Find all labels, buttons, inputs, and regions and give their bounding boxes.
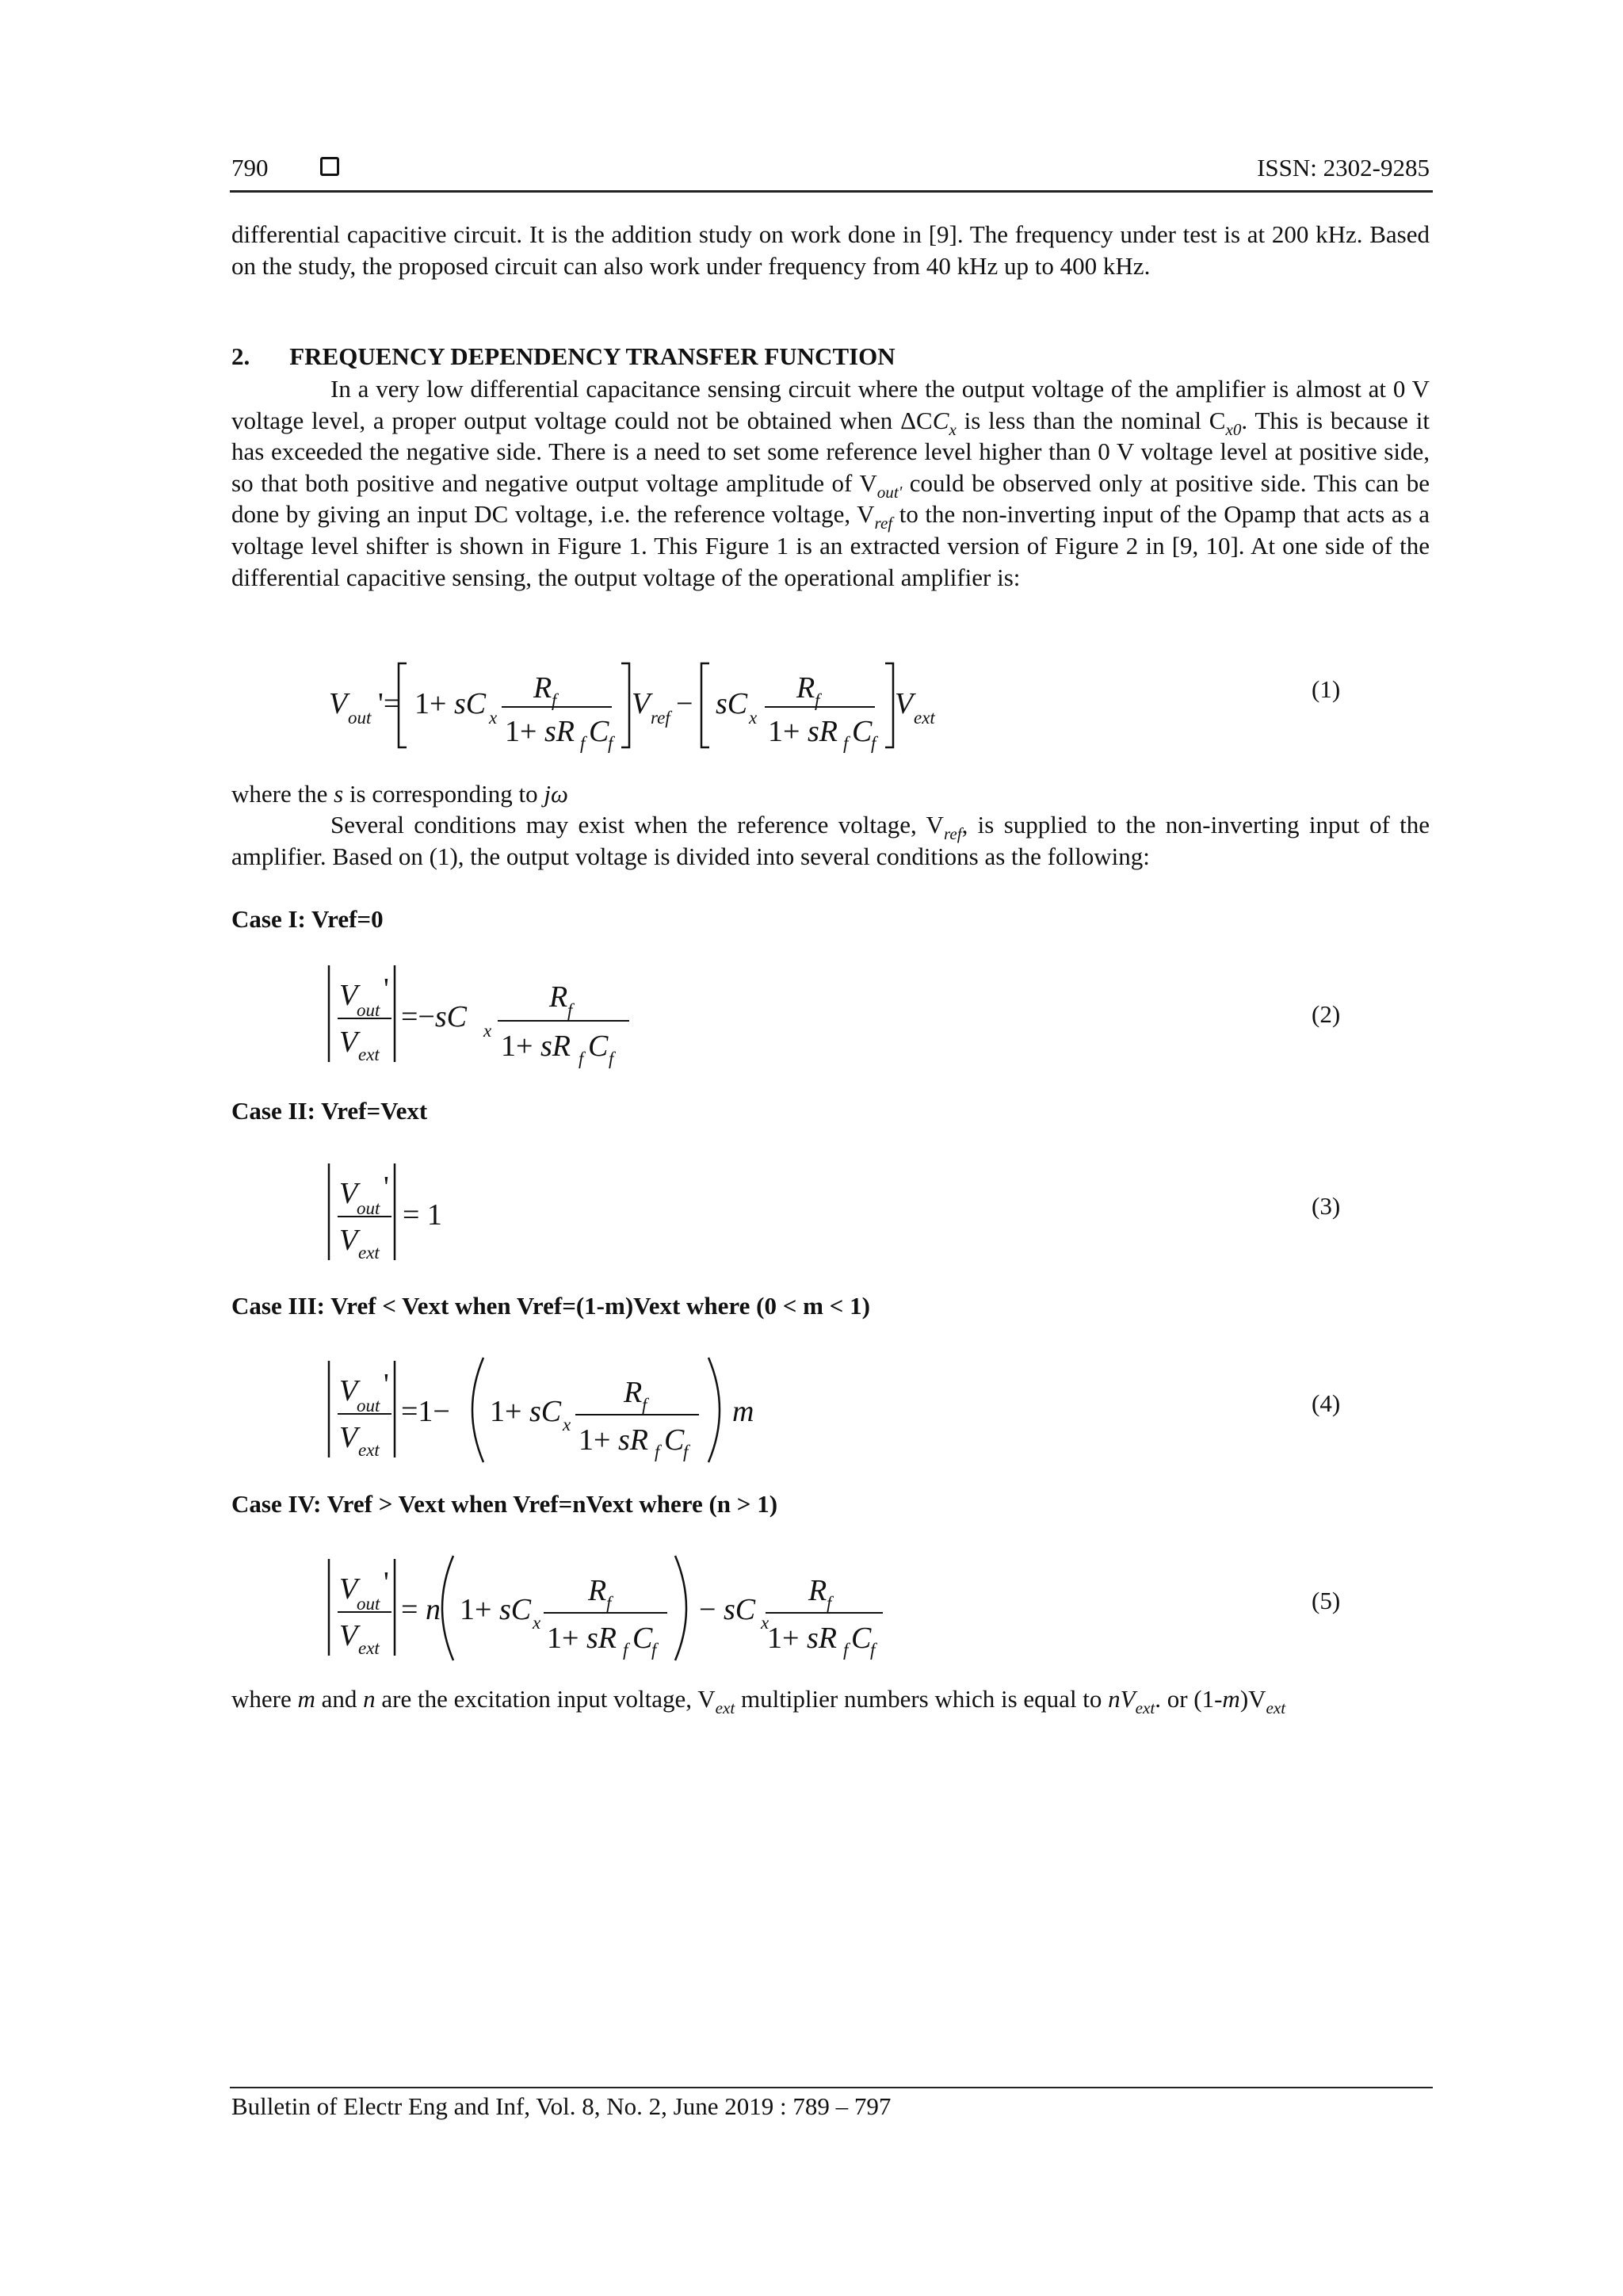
svg-text:C: C [588,1030,609,1063]
svg-text:1+ sR: 1+ sR [501,1030,571,1063]
case-3-heading: Case III: Vref < Vext when Vref=(1-m)Vext where (0 < m < 1) [231,1292,870,1320]
svg-text:f: f [870,1640,876,1660]
checkbox-square-icon [320,157,339,178]
svg-text:f: f [827,1593,832,1613]
header-rule [230,190,1433,193]
intro-paragraph: differential capacitive circuit. It is the addition study on work done in [9]. The frequency under test is at 200 kHz. Based on the study, the proposed circuit can also work under frequency from 40 kHz up to 400 kHz. [231,220,1430,280]
svg-text:C: C [851,1622,872,1655]
svg-text:V: V [339,1619,358,1652]
svg-text:x: x [483,1021,492,1041]
svg-text:C: C [664,1423,685,1457]
svg-text:m: m [732,1395,754,1428]
svg-text:1+ sC: 1+ sC [414,687,487,720]
svg-text:R: R [588,1574,607,1607]
svg-text:= 1: = 1 [403,1198,442,1232]
svg-text:V: V [339,1177,358,1210]
svg-text:f: f [606,1593,612,1613]
svg-text:x: x [533,1613,541,1633]
closing-paragraph: where m and n are the excitation input voltage, $V_{ext}$ multiplier numbers which is equal to $nV_{ext}$. or $(1-m)V_{ext}$ [231,1685,1286,1717]
svg-text:V: V [339,979,358,1012]
svg-text:f: f [609,1049,614,1068]
svg-text:x: x [563,1415,571,1435]
svg-text:f: f [623,1640,628,1660]
svg-text:=−sC: =−sC [401,1000,468,1033]
equation-5 [325,1549,896,1668]
svg-text:−: − [676,687,693,720]
equation-number-1: (1) [1312,675,1341,703]
svg-text:ext: ext [358,1243,380,1263]
case-4-heading: Case IV: Vref > Vext when Vref=nVext where (n > 1) [231,1490,778,1518]
svg-text:f: f [580,733,586,753]
svg-text:1+ sC: 1+ sC [460,1593,532,1626]
equation-number-2: (2) [1312,1000,1341,1028]
svg-text:f: f [683,1442,689,1461]
svg-text:R: R [808,1574,827,1607]
case-1-heading: Case I: Vref=0 [231,905,384,933]
case-2-heading: Case II: Vref=Vext [231,1097,428,1125]
footer-rule [230,2087,1433,2088]
svg-text:R: R [549,980,568,1014]
section-number: 2. [231,342,250,370]
svg-text:V: V [339,1026,358,1059]
svg-text:ref: ref [651,708,670,728]
svg-text:V: V [339,1572,358,1606]
svg-text:f: f [655,1442,660,1461]
svg-text:R: R [796,671,815,705]
svg-text:f: f [843,733,849,753]
svg-text:ext: ext [358,1045,380,1064]
equation-4 [325,1351,769,1470]
svg-text:out: out [357,1396,380,1415]
svg-text:V: V [339,1421,358,1454]
svg-text:1+ sC: 1+ sC [490,1395,562,1428]
svg-text:=1−: =1− [401,1395,450,1428]
svg-text:= n: = n [401,1593,441,1626]
svg-text:': ' [384,1368,389,1401]
svg-text:f: f [871,733,876,753]
svg-text:out: out [348,708,372,728]
svg-text:sC: sC [716,687,748,720]
svg-text:− sC: − sC [699,1593,756,1626]
equation-number-4: (4) [1312,1389,1341,1417]
svg-text:f: f [815,690,820,710]
svg-text:out: out [357,1594,380,1614]
svg-text:f: f [843,1640,849,1660]
section-heading [231,342,896,371]
equation-number-3: (3) [1312,1192,1341,1220]
svg-text:x: x [761,1613,769,1633]
svg-text:ext: ext [358,1440,380,1460]
svg-text:1+ sR: 1+ sR [768,715,838,748]
footer-citation: Bulletin of Electr Eng and Inf, Vol. 8, No. 2, June 2019 : 789 – 797 [231,2092,892,2120]
svg-text:f: f [552,690,557,710]
svg-text:1+ sR: 1+ sR [505,715,575,748]
equation-2 [325,959,658,1070]
section-title: FREQUENCY DEPENDENCY TRANSFER FUNCTION [289,342,896,370]
svg-text:ext: ext [358,1638,380,1658]
svg-text:ext: ext [914,708,935,728]
svg-text:C: C [852,715,873,748]
svg-text:R: R [533,671,552,705]
svg-text:': ' [384,1171,389,1204]
svg-text:V: V [329,687,348,720]
svg-text:f: f [579,1049,584,1068]
svg-text:x: x [489,708,498,728]
svg-text:C: C [589,715,609,748]
svg-text:f: f [642,1395,647,1415]
equation-1 [329,654,935,757]
svg-text:'=: '= [378,687,401,720]
svg-text:1+ sR: 1+ sR [767,1622,837,1655]
svg-text:f: f [608,733,613,753]
equation-number-5: (5) [1312,1587,1341,1614]
svg-text:': ' [384,972,389,1006]
svg-text:1+ sR: 1+ sR [547,1622,617,1655]
svg-text:R: R [624,1376,643,1409]
svg-text:f: f [567,1000,573,1020]
page-number: 790 [231,154,269,181]
svg-text:V: V [339,1224,358,1257]
svg-text:f: f [651,1640,657,1660]
svg-text:out: out [357,1000,380,1020]
svg-text:V: V [632,687,651,720]
paragraph-1: In a very low differential capacitance sensing circuit where the output voltage of the amplifier is almost at 0 V voltage level, a proper output voltage could not be obtained when $\Delta CC_x$ is less than the nominal $C_{x0}$. This is because it has exceeded the negative side. There is a need to set some reference level higher than 0 V voltage level at positive side, so that both positive and negative output voltage amplitude of $V_{out'}$ could be observed only at positive side. This can be done by giving an input DC voltage, i.e. the reference voltage, $V_{ref}$ to the non-inverting input of the Opamp that acts as a voltage level shifter is shown in Figure 1. This Figure 1 is an extracted version of Figure 2 in [9, 10]. At one side of the differential capacitive sensing, the output voltage of the operational amplifier is: [231,375,1430,591]
svg-text:out: out [357,1198,380,1218]
issn: ISSN: 2302-9285 [1257,154,1430,181]
svg-text:V: V [895,687,914,720]
svg-text:V: V [339,1374,358,1408]
svg-text:C: C [632,1622,653,1655]
svg-text:1+ sR: 1+ sR [579,1423,648,1457]
paragraph-2: Several conditions may exist when the reference voltage, $V_{ref}$, is supplied to the non-inverting input of the amplifier. Based on (1), the output voltage is divided into several conditions as the following: [231,811,1430,870]
equation-3 [325,1157,483,1268]
svg-text:': ' [384,1566,389,1599]
where-s-line: where the s is corresponding to jω [231,780,568,808]
svg-text:x: x [749,708,758,728]
